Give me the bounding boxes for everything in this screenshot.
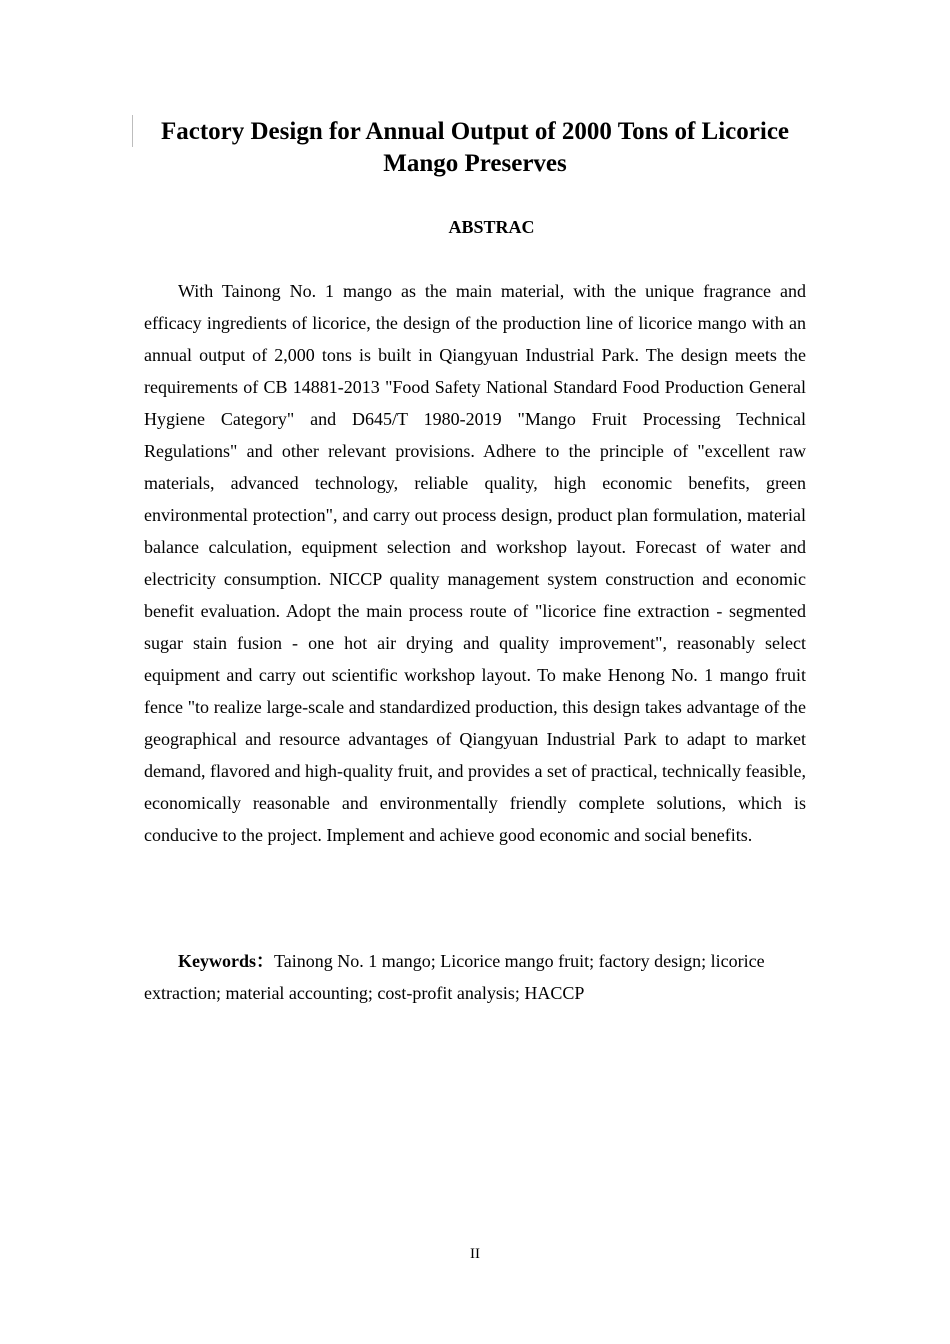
margin-marker	[132, 115, 133, 147]
abstract-body: With Tainong No. 1 mango as the main material, with the unique fragrance and efficacy ingredients of licorice, the design of the production line of licorice mango with an annual output of 2,000 tons is built in Qiangyuan Industrial Park. The design meets the requirements of CB 14881-2013 "Food Safety National Standard Food Production General Hygiene Category" and D645/T 1980-2019 "Mango Fruit Processing Technical Regulations" and other relevant provisions. Adhere to the principle of "excellent raw materials, advanced technology, reliable quality, high economic benefits, green environmental protection", and carry out process design, product plan formulation, material balance calculation, equipment selection and workshop layout. Forecast of water and electricity consumption. NICCP quality management system construction and economic benefit evaluation. Adopt the main process route of "licorice fine extraction - segmented sugar stain fusion - one hot air drying and quality improvement", reasonably select equipment and carry out scientific workshop layout. To make Henong No. 1 mango fruit fence "to realize large-scale and standardized production, this design takes advantage of the geographical and resource advantages of Qiangyuan Industrial Park to adapt to market demand, flavored and high-quality fruit, and provides a set of practical, technically feasible, economically reasonable and environmentally friendly complete solutions, which is conducive to the project. Implement and achieve good economic and social benefits.	[144, 281, 806, 845]
page-number: II	[470, 1246, 480, 1262]
keywords-text: Tainong No. 1 mango; Licorice mango fruit; factory design; licorice extraction; material accounting; cost-profit analysis; HACCP	[144, 951, 765, 1003]
abstract-heading: ABSTRAC	[448, 217, 535, 237]
keywords-label: Keywords：	[178, 951, 274, 971]
document-title: Factory Design for Annual Output of 2000 Tons of Licorice Mango Preserves	[160, 118, 790, 177]
keywords-paragraph	[144, 945, 806, 1009]
